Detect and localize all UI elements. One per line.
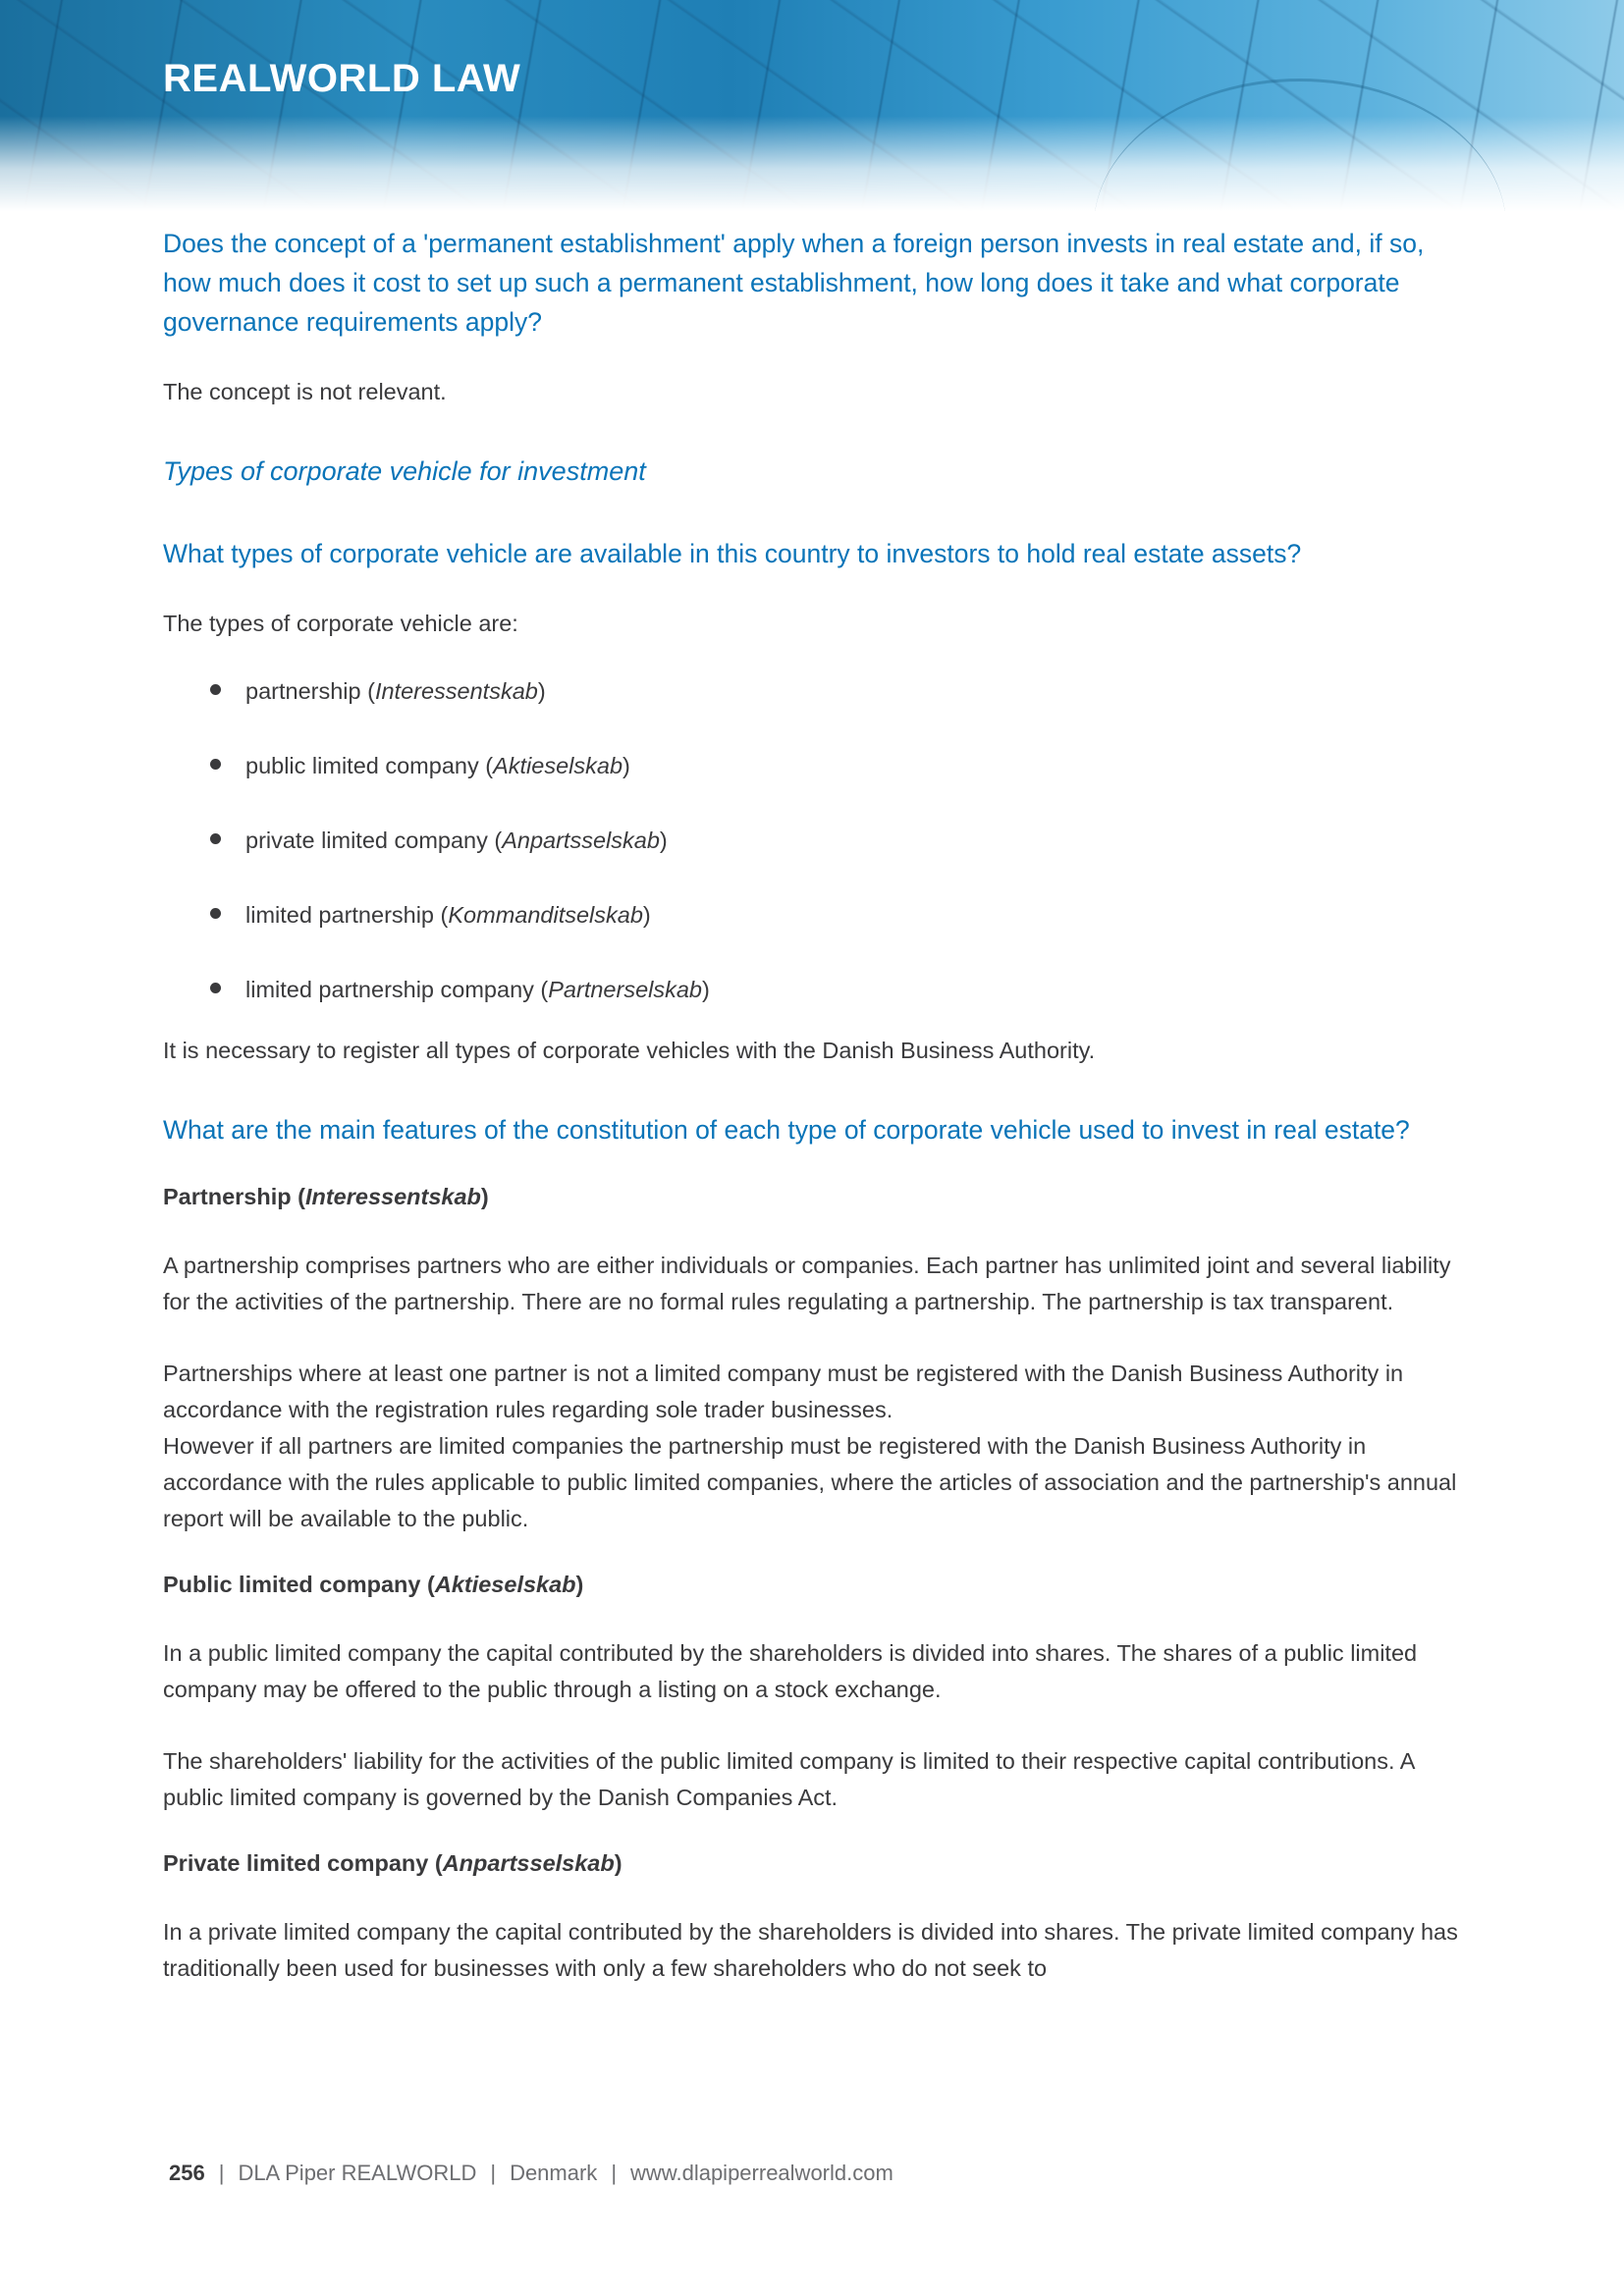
registration-requirement: It is necessary to register all types of corporate vehicles with the Danish Business Authority. <box>163 1038 1096 1063</box>
list-item: limited partnership (Kommanditselskab) <box>163 897 1469 933</box>
question-constitution-features: What are the main features of the constitution of each type of corporate vehicle used to invest in real estate? <box>163 1115 1410 1145</box>
page-footer <box>169 2161 893 2186</box>
answer-permanent-establishment: The concept is not relevant. <box>163 379 447 404</box>
subheading-public-limited-company: Public limited company (Aktieselskab) <box>163 1572 584 1597</box>
question-vehicle-types: What types of corporate vehicle are available in this country to investors to hold real estate assets? <box>163 539 1302 568</box>
subheading-partnership: Partnership (Interessentskab) <box>163 1184 489 1209</box>
bullet-icon <box>210 833 221 844</box>
page-number: 256 <box>169 2161 205 2185</box>
partnership-paragraph-2a: Partnerships where at least one partner is not a limited company must be registered with the Danish Business Authority in accordance with the registration rules regarding sole trader businesses. <box>163 1361 1404 1422</box>
private-limited-paragraph-1: In a private limited company the capital contributed by the shareholders is divided into shares. The private limited company has traditionally been used for businesses with only a few shareholders who do not seek to <box>163 1919 1458 1981</box>
footer-separator: | <box>218 2161 225 2185</box>
footer-publication: DLA Piper REALWORLD <box>238 2161 477 2185</box>
bullet-icon <box>210 908 221 919</box>
banner-building-image <box>1094 79 1506 211</box>
list-item: public limited company (Aktieselskab) <box>163 748 1469 783</box>
bullet-icon <box>210 759 221 770</box>
document-body <box>163 224 1469 2022</box>
public-limited-paragraph-1: In a public limited company the capital contributed by the shareholders is divided into shares. The shares of a public limited company may be offered to the public through a listing on a stock exchange. <box>163 1640 1418 1702</box>
partnership-paragraph-1: A partnership comprises partners who are either individuals or companies. Each partner has unlimited joint and several liability for the activities of the partnership. There are no formal rules regulating a partnership. The partnership is tax transparent. <box>163 1253 1451 1314</box>
list-item: private limited company (Anpartsselskab) <box>163 823 1469 858</box>
footer-separator: | <box>611 2161 618 2185</box>
partnership-paragraph-2b: However if all partners are limited companies the partnership must be registered with the Danish Business Authority in accordance with the rules applicable to public limited companies, where the articles of association and the partnership's annual report will be available to the public. <box>163 1433 1457 1531</box>
list-item: limited partnership company (Partnerselskab) <box>163 972 1469 1007</box>
subheading-private-limited-company: Private limited company (Anpartsselskab) <box>163 1850 623 1876</box>
bullet-icon <box>210 684 221 695</box>
list-item: partnership (Interessentskab) <box>163 673 1469 709</box>
question-permanent-establishment: Does the concept of a 'permanent establishment' apply when a foreign person invests in real estate and, if so, how much does it cost to set up such a permanent establishment, how long does it take and what corporate governance requirements apply? <box>163 229 1425 337</box>
header-banner <box>0 0 1624 211</box>
vehicle-type-list <box>163 673 1469 1007</box>
bullet-icon <box>210 983 221 993</box>
answer-vehicle-types-intro: The types of corporate vehicle are: <box>163 611 518 636</box>
public-limited-paragraph-2: The shareholders' liability for the activities of the public limited company is limited to their respective capital contributions. A public limited company is governed by the Danish Companies Act. <box>163 1748 1415 1810</box>
footer-separator: | <box>490 2161 497 2185</box>
section-heading: Types of corporate vehicle for investment <box>163 456 646 486</box>
page-header-title: REALWORLD LAW <box>163 57 521 100</box>
footer-country: Denmark <box>510 2161 598 2185</box>
footer-website-link[interactable]: www.dlapiperrealworld.com <box>630 2161 893 2185</box>
